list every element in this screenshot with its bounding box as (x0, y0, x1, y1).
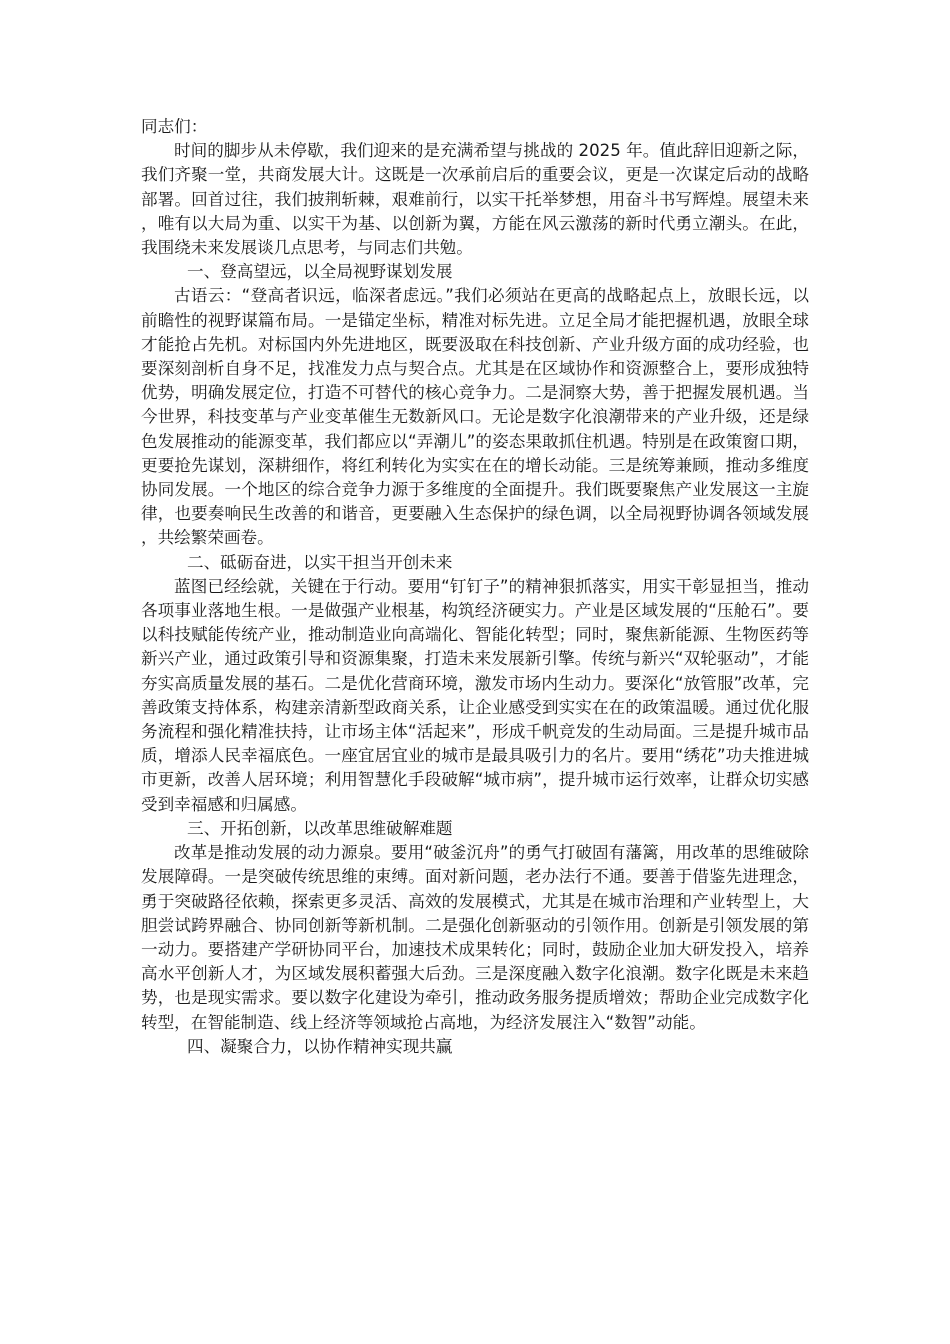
section-2-heading: 二、砥砺奋进，以实干担当开创未来 (187, 552, 453, 572)
intro-paragraph: 时间的脚步从未停歇，我们迎来的是充满希望与挑战的 2025 年。值此辞旧迎新之际，我们齐聚一堂，共商发展大计。这既是一次承前启后的重要会议，更是一次谋定后动的战略部署。回首过往，我们披荆斩棘，艰难前行，以实干托举梦想，用奋斗书写辉煌。展望未来，唯有以大局为重、以实干为基、以创新为翼，方能在风云激荡的新时代勇立潮头。在此，我围绕未来发展谈几点思考，与同志们共勉。 (141, 141, 809, 258)
document-page (141, 115, 809, 1059)
section-1-heading: 一、登高望远，以全局视野谋划发展 (187, 262, 453, 282)
section-3-heading: 三、开拓创新，以改革思维破解难题 (187, 818, 453, 838)
section-2-body: 蓝图已经绘就，关键在于行动。要用“钉钉子”的精神狠抓落实，用实干彰显担当，推动各项事业落地生根。一是做强产业根基，构筑经济硬实力。产业是区域发展的“压舱石”。要以科技赋能传统产业，推动制造业向高端化、智能化转型；同时，聚焦新能源、生物医药等新兴产业，通过政策引导和资源集聚，打造未来发展新引擎。传统与新兴“双轮驱动”，才能夯实高质量发展的基石。二是优化营商环境，激发市场内生动力。要深化“放管服”改革，完善政策支持体系，构建亲清新型政商关系，让企业感受到实实在在的政策温暖。通过优化服务流程和强化精准扶持，让市场主体“活起来”，形成千帆竞发的生动局面。三是提升城市品质，增添人民幸福底色。一座宜居宜业的城市是最具吸引力的名片。要用“绣花”功夫推进城市更新，改善人居环境；利用智慧化手段破解“城市病”，提升城市运行效率，让群众切实感受到幸福感和归属感。 (141, 576, 809, 814)
salutation: 同志们： (141, 117, 208, 136)
section-1-body: 古语云：“登高者识远，临深者虑远。”我们必须站在更高的战略起点上，放眼长远，以前瞻性的视野谋篇布局。一是锚定坐标，精准对标先进。立足全局才能把握机遇，放眼全球才能抢占先机。对标国内外先进地区，既要汲取在科技创新、产业升级方面的成功经验，也要深刻剖析自身不足，找准发力点与契合点。尤其是在区域协作和资源整合上，要形成独特优势，明确发展定位，打造不可替代的核心竞争力。二是洞察大势，善于把握发展机遇。当今世界，科技变革与产业变革催生无数新风口。无论是数字化浪潮带来的产业升级，还是绿色发展推动的能源变革，我们都应以“弄潮儿”的姿态果敢抓住机遇。特别是在政策窗口期，更要抢先谋划，深耕细作，将红利转化为实实在在的增长动能。三是统筹兼顾，推动多维度协同发展。一个地区的综合竞争力源于多维度的全面提升。我们既要聚焦产业发展这一主旋律，也要奏响民生改善的和谐音，更要融入生态保护的绿色调，以全局视野协调各领域发展，共绘繁荣画卷。 (141, 286, 809, 548)
section-4-heading: 四、凝聚合力，以协作精神实现共赢 (187, 1036, 453, 1056)
section-3-body: 改革是推动发展的动力源泉。要用“破釜沉舟”的勇气打破固有藩篱，用改革的思维破除发展障碍。一是突破传统思维的束缚。面对新问题，老办法行不通。要善于借鉴先进理念，勇于突破路径依赖，探索更多灵活、高效的发展模式，尤其是在城市治理和产业转型上，大胆尝试跨界融合、协同创新等新机制。二是强化创新驱动的引领作用。创新是引领发展的第一动力。要搭建产学研协同平台，加速技术成果转化；同时，鼓励企业加大研发投入，培养高水平创新人才，为区域发展积蓄强大后劲。三是深度融入数字化浪潮。数字化既是未来趋势，也是现实需求。要以数字化建设为牵引，推动政务服务提质增效；帮助企业完成数字化转型，在智能制造、线上经济等领域抢占高地，为经济发展注入“数智”动能。 (141, 843, 809, 1032)
